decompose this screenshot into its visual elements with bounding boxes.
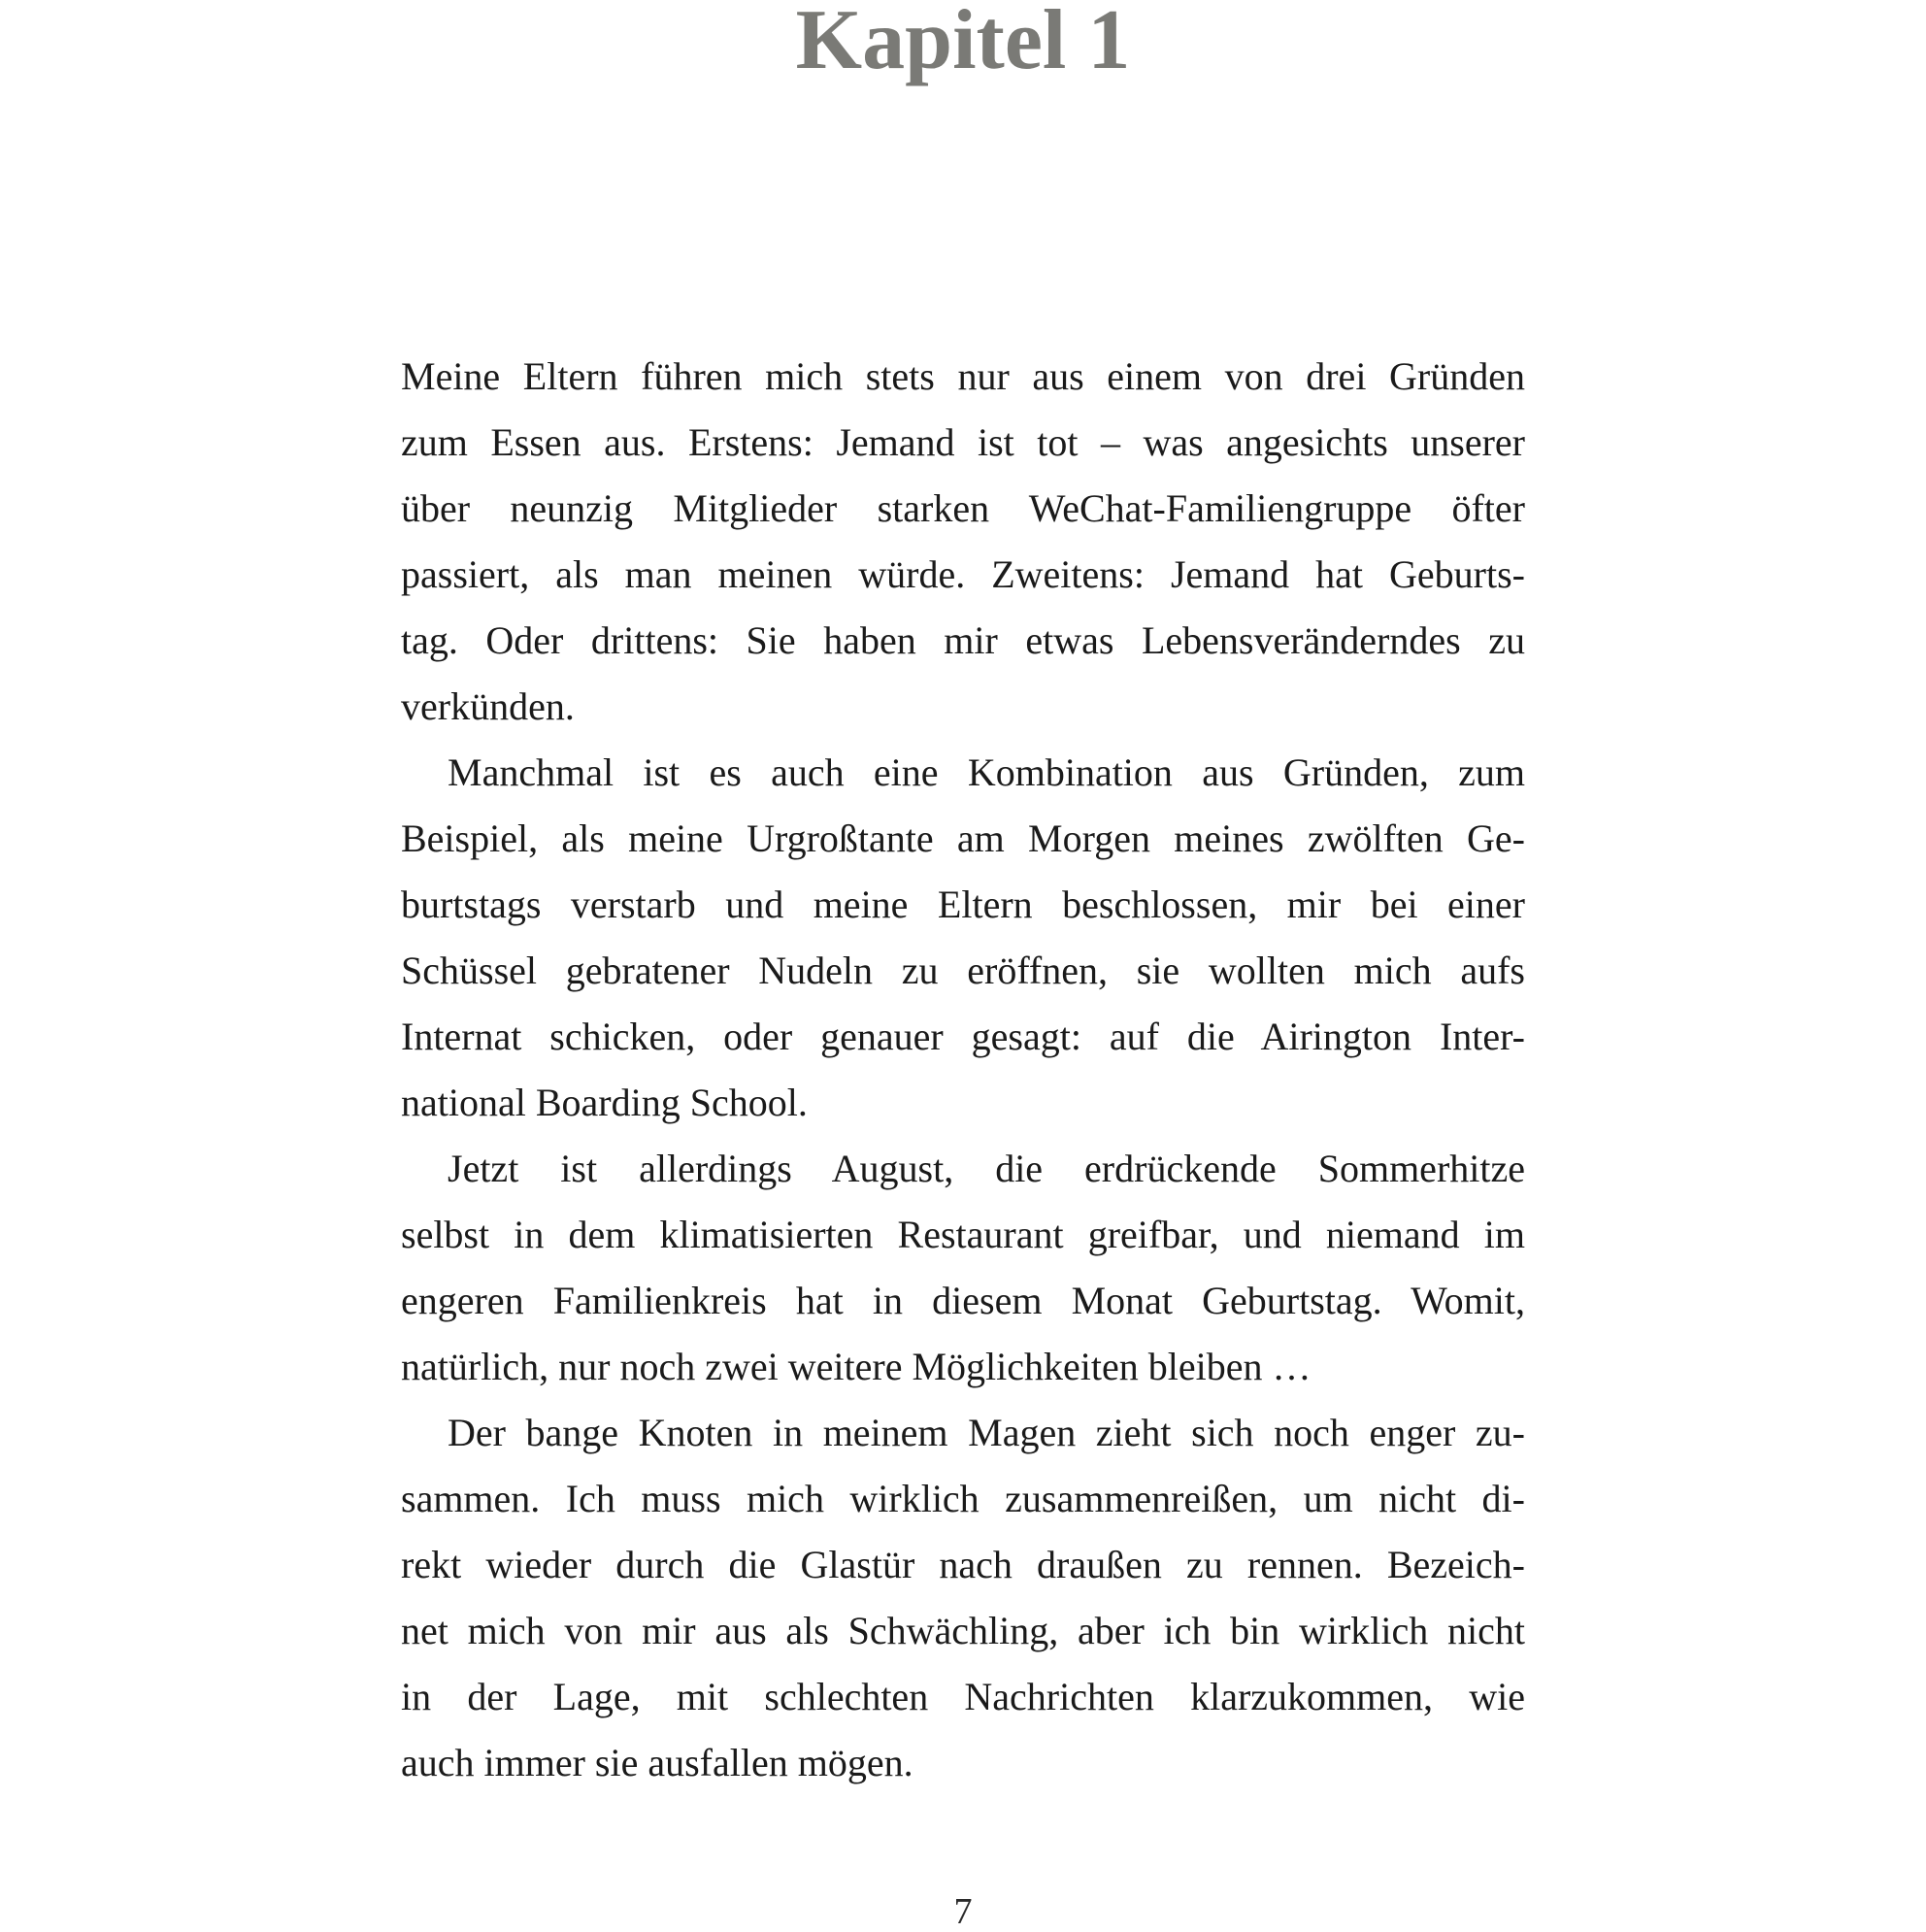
text-line: zum Essen aus. Erstens: Jemand ist tot – was angesichts unserer xyxy=(401,420,1525,464)
text-line: natürlich, nur noch zwei weitere Möglichkeiten bleiben … xyxy=(401,1345,1312,1388)
page-number: 7 xyxy=(953,1891,973,1932)
paragraph-4 xyxy=(401,1400,1525,1796)
text-line: passiert, als man meinen würde. Zweitens: Jemand hat Geburts- xyxy=(401,552,1525,596)
text-line: national Boarding School. xyxy=(401,1081,808,1124)
text-line: Internat schicken, oder genauer gesagt: auf die Airington Inter- xyxy=(401,1015,1525,1058)
text-line: Schüssel gebratener Nudeln zu eröffnen, sie wollten mich aufs xyxy=(401,949,1525,992)
text-line: selbst in dem klimatisierten Restaurant greifbar, und niemand im xyxy=(401,1213,1525,1256)
paragraph-1 xyxy=(401,344,1525,740)
chapter-title: Kapitel 1 xyxy=(795,0,1131,87)
text-line: Der bange Knoten in meinem Magen zieht sich noch enger zu- xyxy=(448,1411,1525,1454)
text-line: tag. Oder drittens: Sie haben mir etwas Lebensveränderndes zu xyxy=(401,618,1525,662)
paragraph-3 xyxy=(401,1136,1525,1400)
text-line: rekt wieder durch die Glastür nach draußen zu rennen. Bezeich- xyxy=(401,1543,1525,1586)
text-line: Beispiel, als meine Urgroßtante am Morgen meines zwölften Ge- xyxy=(401,816,1525,860)
text-line: burtstags verstarb und meine Eltern beschlossen, mir bei einer xyxy=(401,883,1525,926)
text-line: Jetzt ist allerdings August, die erdrückende Sommerhitze xyxy=(448,1147,1525,1190)
text-line: in der Lage, mit schlechten Nachrichten klarzukommen, wie xyxy=(401,1675,1525,1718)
text-line: sammen. Ich muss mich wirklich zusammenreißen, um nicht di- xyxy=(401,1477,1525,1520)
body-text xyxy=(401,344,1525,1796)
text-line: verkünden. xyxy=(401,684,575,728)
text-line: net mich von mir aus als Schwächling, aber ich bin wirklich nicht xyxy=(401,1609,1525,1652)
text-line: Manchmal ist es auch eine Kombination aus Gründen, zum xyxy=(448,750,1525,794)
text-line: auch immer sie ausfallen mögen. xyxy=(401,1741,913,1784)
text-line: über neunzig Mitglieder starken WeChat-Familiengruppe öfter xyxy=(401,486,1525,530)
paragraph-2 xyxy=(401,740,1525,1136)
text-line: Meine Eltern führen mich stets nur aus einem von drei Gründen xyxy=(401,354,1525,398)
text-line: engeren Familienkreis hat in diesem Monat Geburtstag. Womit, xyxy=(401,1279,1525,1322)
